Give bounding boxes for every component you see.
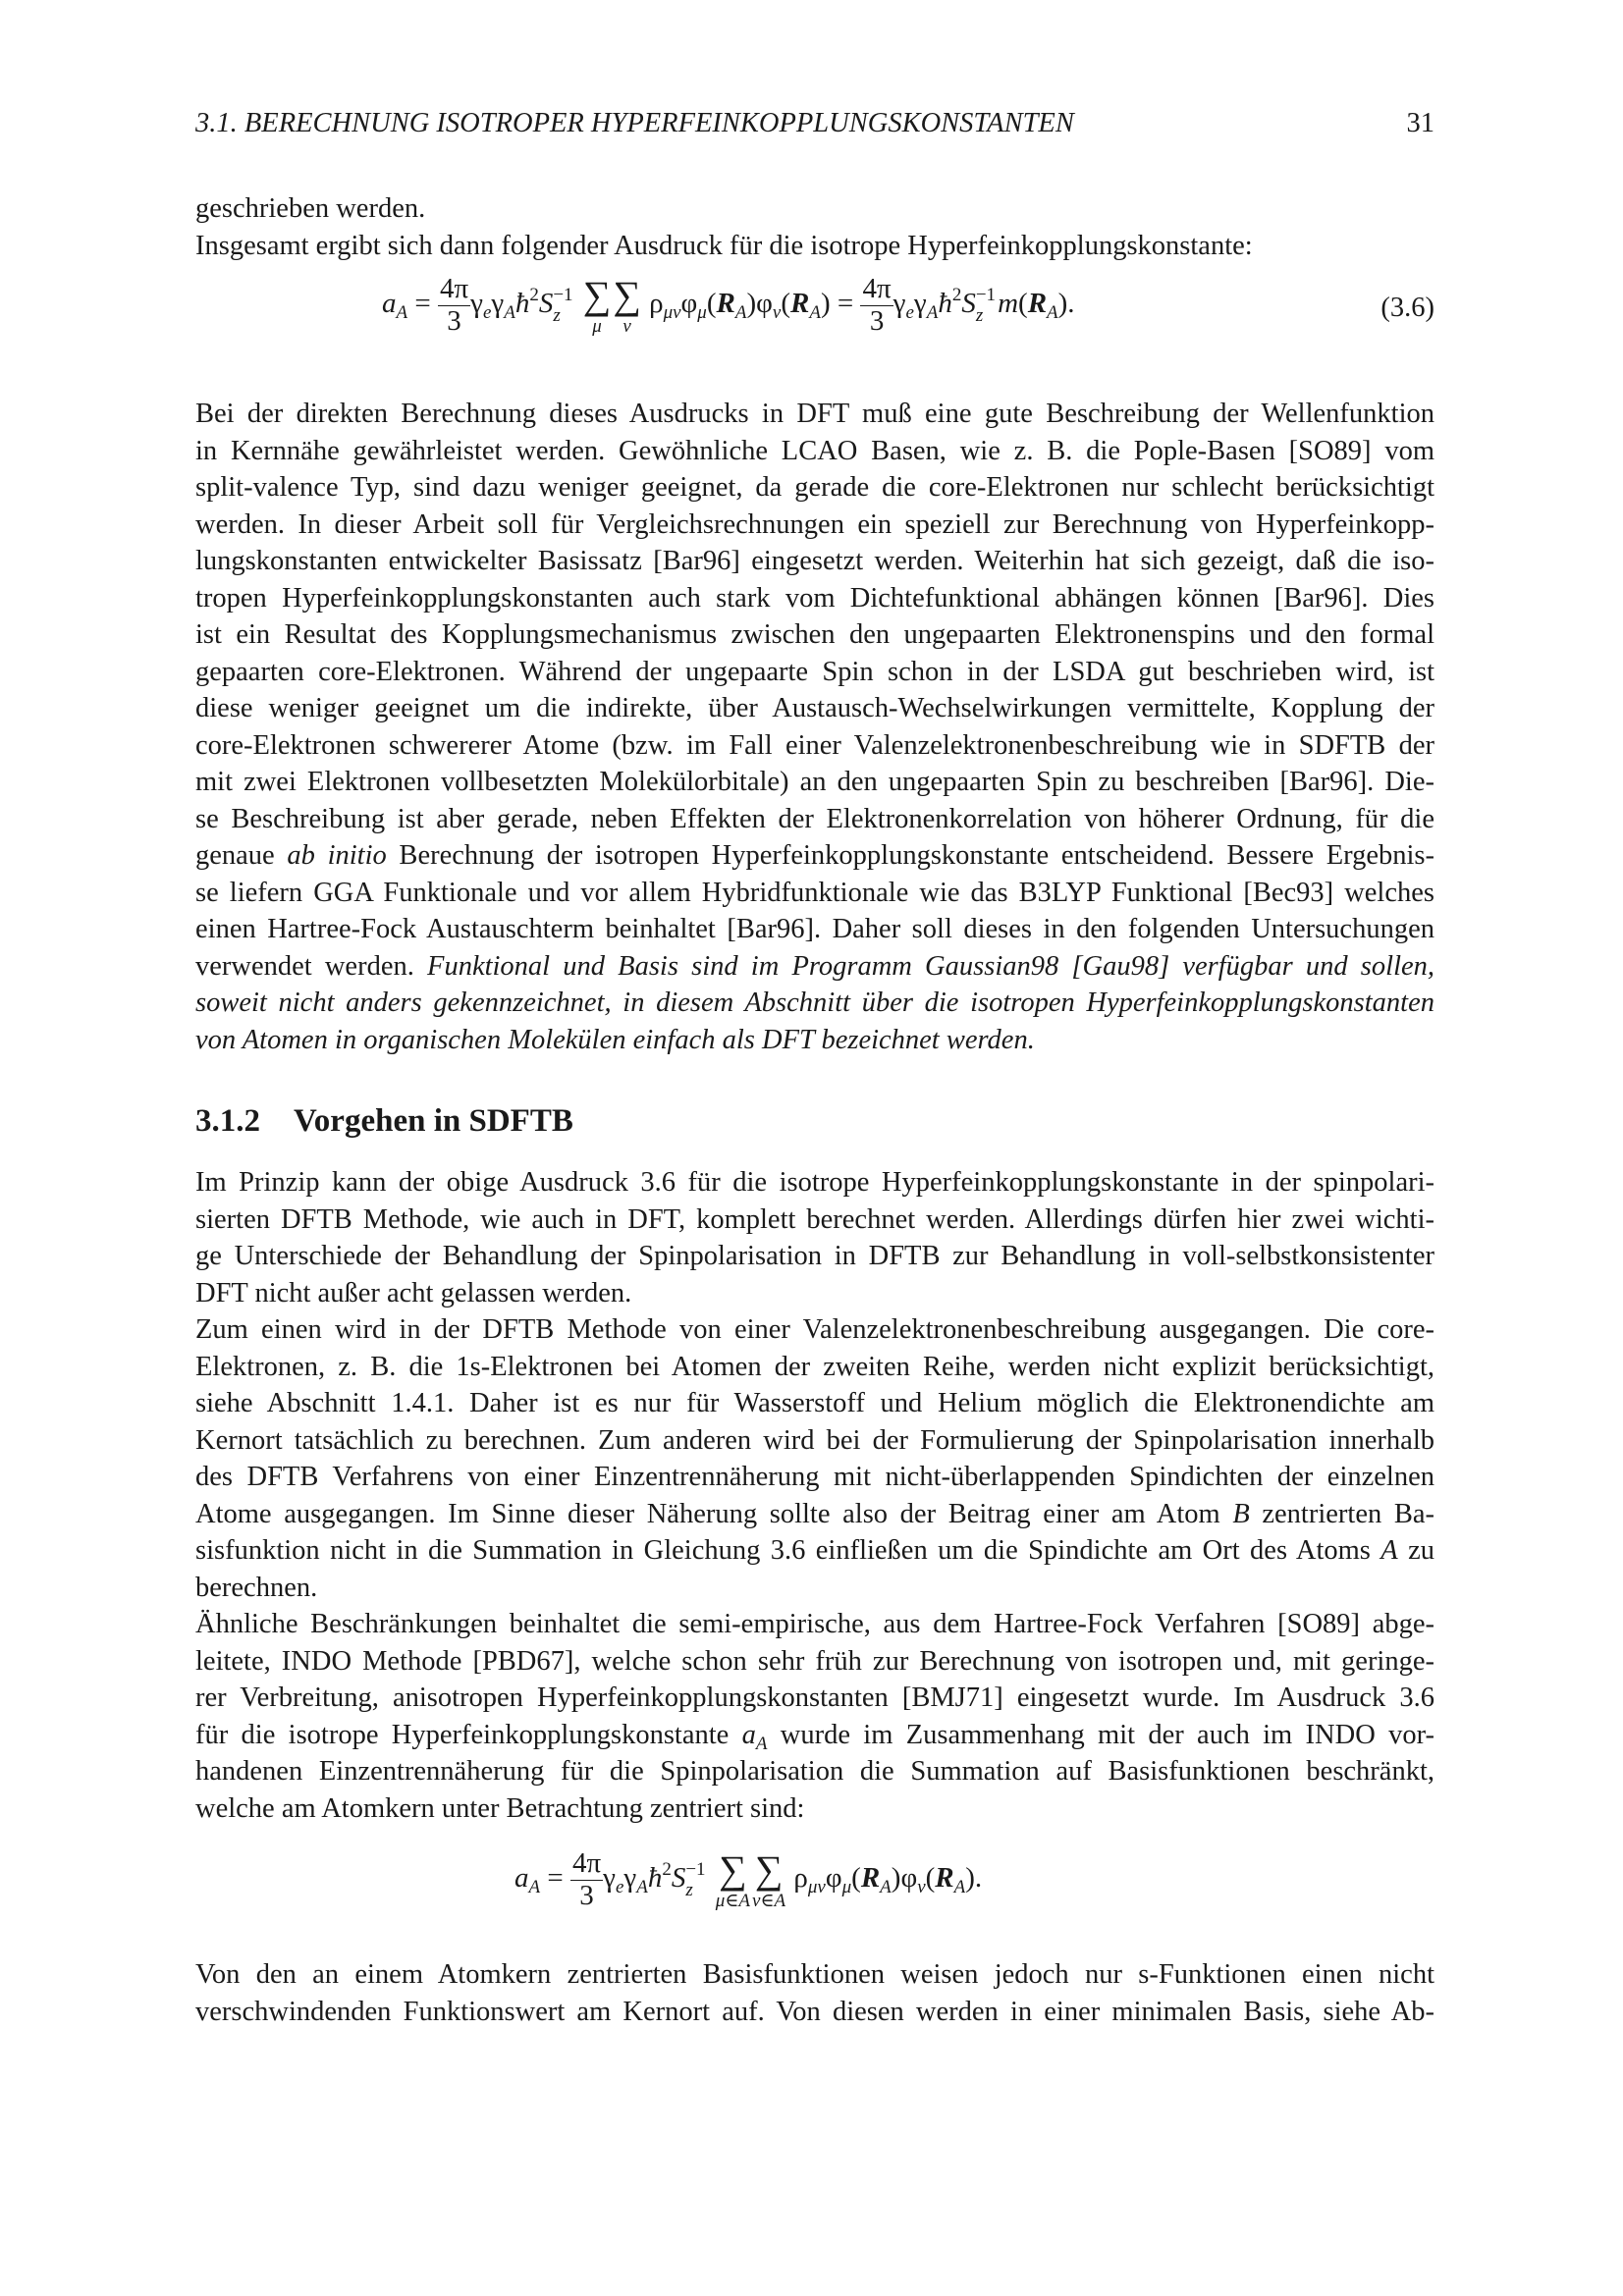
- text-line: rer Verbreitung, anisotropen Hyperfeinkopplungskonstanten [BMJ71] eingesetzt wurde. Im Ausdruck 3.6: [195, 1682, 1434, 1713]
- section-heading: 3.1.2 Vorgehen in SDFTB: [195, 1103, 573, 1139]
- text-line: leitete, INDO Methode [PBD67], welche schon sehr früh zur Berechnung von isotropen und, mit geringe-: [195, 1645, 1434, 1677]
- text-line: welche am Atomkern unter Betrachtung zentriert sind:: [195, 1792, 805, 1824]
- text-line: des DFTB Verfahrens von einer Einzentrennäherung mit nicht-überlappenden Spindichten der einzelnen: [195, 1462, 1434, 1492]
- running-title: 3.1. BERECHNUNG ISOTROPER HYPERFEINKOPPLUNGSKONSTANTEN: [195, 108, 1074, 138]
- text-line: Insgesamt ergibt sich dann folgender Ausdruck für die isotrope Hyperfeinkopplungskonstante:: [195, 230, 1253, 261]
- text-line: se Beschreibung ist aber gerade, neben Effekten der Elektronenkorrelation von höherer Ordnung, für die: [195, 803, 1434, 834]
- text-line: Zum einen wird in der DFTB Methode von einer Valenzelektronenbeschreibung ausgegangen. Die core-: [195, 1314, 1434, 1345]
- text-line: in Kernnähe gewährleistet werden. Gewöhnliche LCAO Basen, wie z. B. die Pople-Basen [SO89] vom: [195, 435, 1434, 466]
- text-line: für die isotrope Hyperfeinkopplungskonstante $a_A$ wurde im Zusammenhang mit der auch im INDO vor-: [195, 1719, 1434, 1754]
- text-line: diese weniger geeignet um die indirekte, über Austausch-Wechselwirkungen vermittelte, Kopplung der: [195, 693, 1434, 723]
- text-line: gepaarten core-Elektronen. Während der ungepaarte Spin schon in der LSDA gut beschrieben wird, ist: [195, 656, 1434, 687]
- text-line: verschwindenden Funktionswert am Kernort auf. Von diesen werden in einer minimalen Basis, siehe Ab-: [195, 1996, 1434, 2027]
- text-line: tropen Hyperfeinkopplungskonstanten auch stark vom Dichtefunktional abhängen können [Bar96]. Dies: [195, 582, 1434, 614]
- equation-body: $a_A$ = $\frac{4\pi}{3}$ $\gamma_e\gamma_Aħ^2S$ −1 z ∑ μ ∑ ν $\rho_{\mu\nu}\varphi_\mu(R_A)\varphi_\nu(R_A)$ = $\frac{4\pi}{3}$ $\gamma_e\gamma_Aħ^2S$ −1 z $m(R_A)$.: [382, 272, 1075, 337]
- equation-body: $a_A$ = $\frac{4\pi}{3}$ $\gamma_e\gamma_Aħ^2S$ −1 z ∑ μ∈A ∑ ν∈A $\rho_{\mu\nu}\varphi_\mu(R_A)\varphi_\nu(R_A)$.: [514, 1846, 983, 1911]
- text-line: Elektronen, z. B. die 1s-Elektronen bei Atomen der zweiten Reihe, werden nicht explizit berücksichtigt,: [195, 1351, 1434, 1382]
- text-line: Von den an einem Atomkern zentrierten Basisfunktionen weisen jedoch nur s-Funktionen einen nicht: [195, 1959, 1434, 1990]
- text-line: DFT nicht außer acht gelassen werden.: [195, 1277, 632, 1308]
- text-line: core-Elektronen schwererer Atome (bzw. im Fall einer Valenzelektronenbeschreibung wie in SDFTB der: [195, 729, 1434, 761]
- text-line: se liefern GGA Funktionale und vor allem Hybridfunktionale wie das B3LYP Funktional [Bec93] welches: [195, 877, 1434, 908]
- text-line: Bei der direkten Berechnung dieses Ausdrucks in DFT muß eine gute Beschreibung der Wellenfunktion: [195, 399, 1434, 429]
- text-line: sierten DFTB Methode, wie auch in DFT, komplett berechnet werden. Allerdings dürfen hier zwei wichti-: [195, 1203, 1434, 1235]
- text-flow: [195, 190, 1434, 2030]
- text-line: Atome ausgegangen. Im Sinne dieser Näherung sollte also der Beitrag einer am Atom B zentrierten Ba-: [195, 1498, 1435, 1529]
- text-line: split-valence Typ, sind dazu weniger geeignet, da gerade die core-Elektronen nur schlecht berücksichtigt: [195, 472, 1434, 503]
- text-line: werden. In dieser Arbeit soll für Vergleichsrechnungen ein speziell zur Berechnung von Hyperfeinkopp-: [195, 508, 1434, 540]
- equation-number: (3.6): [1380, 293, 1434, 323]
- text-line: von Atomen in organischen Molekülen einfach als DFT bezeichnet werden.: [195, 1024, 1035, 1055]
- text-line: handenen Einzentrennäherung für die Spinpolarisation die Summation auf Basisfunktionen beschränkt,: [195, 1756, 1434, 1787]
- text-line: Im Prinzip kann der obige Ausdruck 3.6 für die isotrope Hyperfeinkopplungskonstante in der spinpolari-: [195, 1167, 1434, 1198]
- text-line: verwendet werden. Funktional und Basis sind im Programm Gaussian98 [Gau98] verfügbar und sollen,: [195, 950, 1435, 982]
- running-header: [195, 108, 1434, 147]
- text-line: Kernort tatsächlich zu berechnen. Zum anderen wird bei der Formulierung der Spinpolarisation innerhalb: [195, 1424, 1434, 1456]
- text-line: ge Unterschiede der Behandlung der Spinpolarisation in DFTB zur Behandlung in voll-selbstkonsistenter: [195, 1241, 1434, 1271]
- text-line: ist ein Resultat des Kopplungsmechanismus zwischen den ungepaarten Elektronenspins und den formal: [195, 619, 1434, 650]
- text-line: siehe Abschnitt 1.4.1. Daher ist es nur für Wasserstoff und Helium möglich die Elektronendichte am: [195, 1388, 1434, 1418]
- page-number: 31: [1406, 108, 1434, 138]
- text-line: Ähnliche Beschränkungen beinhaltet die semi-empirische, aus dem Hartree-Fock Verfahren [SO89] abge-: [195, 1609, 1434, 1639]
- text-line: lungskonstanten entwickelter Basissatz [Bar96] eingesetzt werden. Weiterhin hat sich gezeigt, daß die iso-: [195, 546, 1434, 576]
- text-line: genaue ab initio Berechnung der isotropen Hyperfeinkopplungskonstante entscheidend. Bessere Ergebnis-: [195, 840, 1434, 871]
- equation-3-6: [195, 264, 1434, 358]
- text-line: soweit nicht anders gekennzeichnet, in diesem Abschnitt über die isotropen Hyperfeinkopplungskonstanten: [195, 988, 1434, 1018]
- text-line: berechnen.: [195, 1572, 318, 1603]
- equation-unnumbered: [195, 1839, 1434, 1937]
- text-line: einen Hartree-Fock Austauschterm beinhaltet [Bar96]. Daher soll dieses in den folgenden Untersuchungen: [195, 914, 1434, 944]
- text-line: geschrieben werden.: [195, 193, 426, 224]
- text-line: sisfunktion nicht in die Summation in Gleichung 3.6 einfließen um die Spindichte am Ort des Atoms A zu: [195, 1535, 1435, 1566]
- text-line: mit zwei Elektronen vollbesetzten Molekülorbitale) an den ungepaarten Spin zu beschreiben [Bar96]. Die-: [195, 767, 1434, 797]
